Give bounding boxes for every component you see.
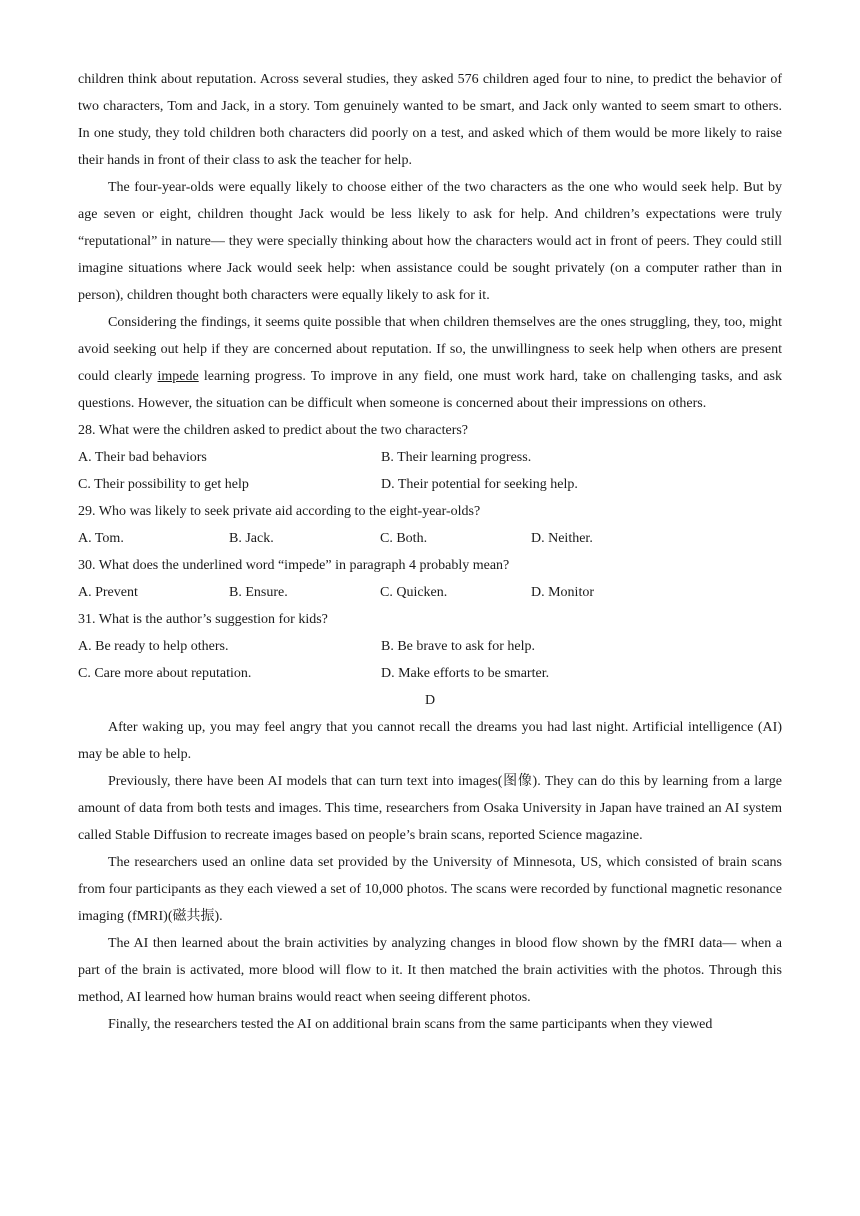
question-30-option-b: B. Ensure. — [229, 585, 288, 600]
question-28-option-b: B. Their learning progress. — [381, 450, 532, 465]
question-30-stem: 30. What does the underlined word “impede” in paragraph 4 probably mean? — [78, 558, 510, 573]
question-31-options-row-2 — [78, 660, 782, 687]
section-letter-d: D — [424, 693, 436, 708]
question-30-option-a: A. Prevent — [78, 585, 138, 600]
question-28-options-row-2 — [78, 471, 782, 498]
question-29-option-c: C. Both. — [380, 531, 428, 546]
question-31-option-c: C. Care more about reputation. — [78, 666, 252, 681]
paragraph-text: Considering the findings, it seems quite possible that when children themselves are the ones struggling, they, too, might avoid seeking out help if they are concerned about reputation. If so, the unwillingness to seek help when others are present could clearly — [78, 315, 782, 384]
paragraph-text: learning progress. To improve in any field, one must work hard, take on challenging tasks, and ask questions. However, the situation can be difficult when someone is concerned about their impressions on others. — [78, 369, 782, 411]
question-28-options-row-1 — [78, 444, 782, 471]
passage-d-paragraph-4: The AI then learned about the brain activities by analyzing changes in blood flow shown by the fMRI data— when a part of the brain is activated, more blood will flow to it. It then matched the brain activities with the photos. Through this method, AI learned how human brains would react when seeing different photos. — [78, 936, 782, 1005]
question-31-stem: 31. What is the author’s suggestion for kids? — [78, 612, 328, 627]
question-30-option-c: C. Quicken. — [380, 585, 448, 600]
underlined-word-impede: impede — [157, 369, 199, 384]
question-30-option-d: D. Monitor — [531, 585, 594, 600]
question-31-option-a: A. Be ready to help others. — [78, 639, 229, 654]
passage-d-paragraph-2: Previously, there have been AI models that can turn text into images(图像). They can do this by learning from a large amount of data from both tests and images. This time, researchers from Osaka University in Japan have trained an AI system called Stable Diffusion to recreate images based on people’s brain scans, reported Science magazine. — [78, 774, 782, 843]
question-29-option-a: A. Tom. — [78, 531, 124, 546]
passage-d-paragraph-1: After waking up, you may feel angry that you cannot recall the dreams you had last night. Artificial intelligence (AI) may be able to help. — [78, 720, 782, 762]
passage-c-paragraph-3 — [78, 309, 782, 417]
question-31-option-b: B. Be brave to ask for help. — [381, 639, 535, 654]
question-28-option-c: C. Their possibility to get help — [78, 477, 249, 492]
passage-d-paragraph-5: Finally, the researchers tested the AI on additional brain scans from the same participants when they viewed — [108, 1017, 713, 1032]
question-29-options — [78, 525, 782, 552]
passage-d-paragraph-3: The researchers used an online data set provided by the University of Minnesota, US, which consisted of brain scans from four participants as they each viewed a set of 10,000 photos. The scans were recorded by functional magnetic resonance imaging (fMRI)(磁共振). — [78, 855, 782, 924]
passage-c-paragraph-2: The four-year-olds were equally likely to choose either of the two characters as the one who would seek help. But by age seven or eight, children thought Jack would be less likely to ask for help. And children’s expectations were truly “reputational” in nature— they were specially thinking about how the characters would act in front of peers. They could still imagine situations where Jack would seek help: when assistance could be sought privately (on a computer rather than in person), children thought both characters were equally likely to ask for it. — [78, 180, 782, 303]
question-28-option-a: A. Their bad behaviors — [78, 450, 207, 465]
question-30-options — [78, 579, 782, 606]
question-28-stem: 28. What were the children asked to predict about the two characters? — [78, 423, 469, 438]
question-31-option-d: D. Make efforts to be smarter. — [381, 666, 550, 681]
question-29-stem: 29. Who was likely to seek private aid according to the eight-year-olds? — [78, 504, 481, 519]
question-29-option-d: D. Neither. — [531, 531, 593, 546]
document-page — [78, 66, 782, 1038]
question-29-option-b: B. Jack. — [229, 531, 274, 546]
passage-c-paragraph-1: children think about reputation. Across several studies, they asked 576 children aged four to nine, to predict the behavior of two characters, Tom and Jack, in a story. Tom genuinely wanted to be smart, and Jack only wanted to seem smart to others. In one study, they told children both characters did poorly on a test, and asked which of them would be more likely to raise their hands in front of their class to ask the teacher for help. — [78, 72, 782, 168]
question-28-option-d: D. Their potential for seeking help. — [381, 477, 578, 492]
question-31-options-row-1 — [78, 633, 782, 660]
